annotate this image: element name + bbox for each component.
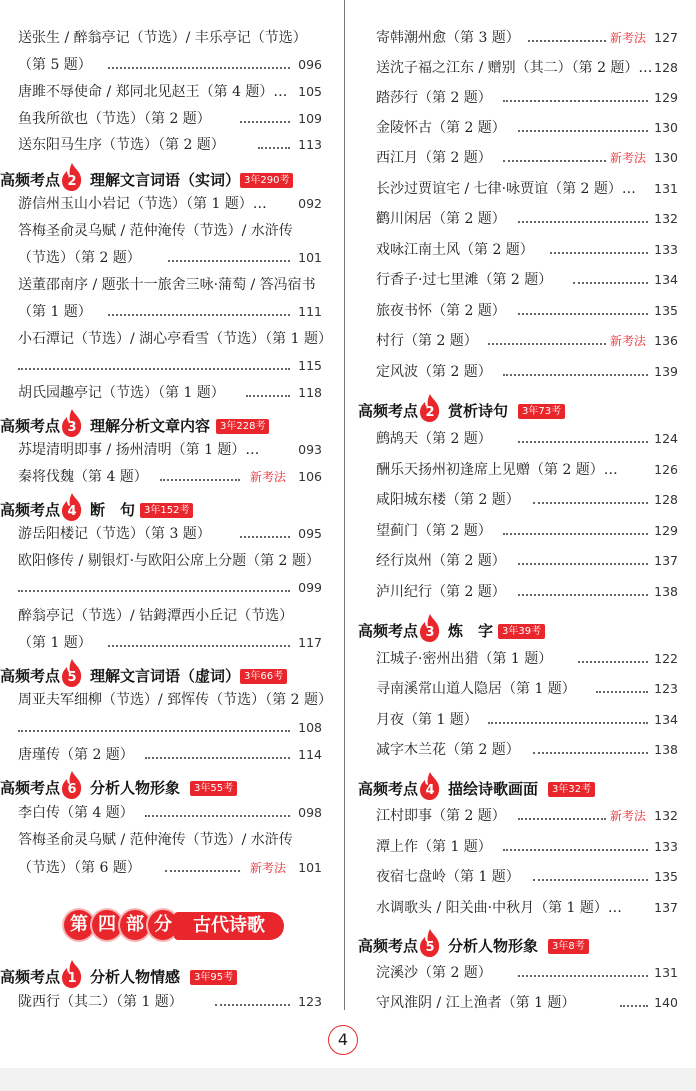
part-char: 分 <box>148 910 178 940</box>
section-header <box>358 396 688 426</box>
entry-title: 答梅圣俞灵乌赋 / 范仲淹传（节选）/ 水浒传 <box>18 223 293 239</box>
section-prefix: 高频考点 <box>0 968 61 986</box>
entry-title: 长沙过贾谊宅 / 七律·咏贾谊（第 2 题）… <box>376 181 636 197</box>
page-ref: 118 <box>298 385 322 400</box>
toc-entry[interactable] <box>0 801 332 825</box>
section-number: 5 <box>67 670 77 685</box>
toc-entry[interactable] <box>358 677 688 701</box>
entry-title: 水调歌头 / 阳关曲·中秋月（第 1 题）… <box>376 900 622 916</box>
dot-leader <box>620 1005 648 1007</box>
dot-leader <box>533 752 648 754</box>
page-ref: 128 <box>654 60 678 75</box>
section-header <box>358 774 688 804</box>
toc-entry[interactable] <box>358 647 688 671</box>
toc-entry[interactable] <box>358 991 688 1015</box>
toc-entry[interactable] <box>358 835 688 859</box>
section-number: 3 <box>67 420 77 435</box>
entry-title: 小石潭记（节选）/ 湖心亭看雪（节选）（第 1 题） <box>18 331 332 347</box>
entry-title: 答梅圣俞灵乌赋 / 范仲淹传（节选）/ 水浒传 <box>18 832 293 848</box>
section-header <box>0 773 332 803</box>
toc-entry[interactable] <box>0 381 332 405</box>
section-header <box>358 931 688 961</box>
toc-entry[interactable] <box>0 219 332 243</box>
toc-entry[interactable] <box>358 865 688 889</box>
entry-title: 夜宿七盘岭（第 1 题） <box>376 869 520 885</box>
section-title: 分析人物情感 <box>90 968 181 986</box>
page-ref: 132 <box>654 808 678 823</box>
page-ref: 095 <box>298 526 322 541</box>
dot-leader <box>533 879 648 881</box>
entry-title: 咸阳城东楼（第 2 题） <box>376 492 520 508</box>
toc-entry[interactable] <box>358 708 688 732</box>
dot-leader <box>518 221 648 223</box>
page-ref: 093 <box>298 442 322 457</box>
entry-title: 鱼我所欲也（节选）（第 2 题） <box>18 111 211 127</box>
toc-entry[interactable] <box>0 133 332 157</box>
entry-title: 送张生 / 醉翁亭记（节选）/ 丰乐亭记（节选） <box>18 30 307 46</box>
dot-leader <box>108 645 290 647</box>
entry-title: 李白传（第 4 题） <box>18 805 134 821</box>
dot-leader <box>168 260 290 262</box>
dot-leader <box>145 757 290 759</box>
entry-title: 定风波（第 2 题） <box>376 364 492 380</box>
dot-leader <box>518 441 648 443</box>
section-title: 理解分析文章内容 <box>90 417 211 435</box>
section-title: 描绘诗歌画面 <box>448 780 539 798</box>
section-prefix: 高频考点 <box>0 779 61 797</box>
section-title: 赏析诗句 <box>448 402 509 420</box>
entry-title: （第 1 题） <box>18 304 92 320</box>
part-char: 部 <box>120 910 150 940</box>
toc-entry[interactable] <box>358 26 688 50</box>
toc-entry[interactable] <box>358 488 688 512</box>
toc-entry[interactable] <box>358 360 688 384</box>
entry-title: 送东阳马生序（节选）（第 2 题） <box>18 137 225 153</box>
page-ref: 123 <box>654 681 678 696</box>
dot-leader <box>18 730 290 732</box>
dot-leader <box>258 147 290 149</box>
section-prefix: 高频考点 <box>358 402 419 420</box>
dot-leader <box>215 1004 290 1006</box>
toc-entry[interactable] <box>358 238 688 262</box>
toc-entry[interactable] <box>358 961 688 985</box>
dot-leader <box>596 691 648 693</box>
entry-title: 浣溪沙（第 2 题） <box>376 965 492 981</box>
entry-title: 潭上作（第 1 题） <box>376 839 492 855</box>
toc-entry[interactable] <box>0 354 332 378</box>
page-ref: 137 <box>654 553 678 568</box>
section-header <box>0 165 332 195</box>
page-ref: 131 <box>654 181 678 196</box>
dot-leader <box>145 815 290 817</box>
section-header <box>0 495 332 525</box>
toc-entry[interactable] <box>0 828 332 852</box>
dot-leader <box>240 536 290 538</box>
section-prefix: 高频考点 <box>0 171 61 189</box>
dot-leader <box>18 590 290 592</box>
page-ref: 134 <box>654 272 678 287</box>
entry-title: 游岳阳楼记（节选）（第 3 题） <box>18 526 211 542</box>
dot-leader <box>108 314 290 316</box>
entry-title: 游信州玉山小岩记（节选）（第 1 题）… <box>18 196 267 212</box>
part-name: 古代诗歌 <box>174 912 284 940</box>
dot-leader <box>160 479 240 481</box>
entry-title: （节选）（第 6 题） <box>18 860 141 876</box>
toc-entry[interactable] <box>0 576 332 600</box>
section-title: 理解文言词语（虚词） <box>90 667 241 685</box>
entry-title: 寻南溪常山道人隐居（第 1 题） <box>376 681 576 697</box>
entry-title: 鹳川闲居（第 2 题） <box>376 211 506 227</box>
section-title: 分析人物形象 <box>90 779 181 797</box>
page-ref: 129 <box>654 90 678 105</box>
section-title: 断 句 <box>90 501 136 519</box>
toc-entry[interactable] <box>0 549 332 573</box>
page-ref: 138 <box>654 742 678 757</box>
toc-entry[interactable] <box>0 80 332 104</box>
page-number: 4 <box>328 1025 358 1055</box>
entry-title: 酬乐天扬州初逢席上见赠（第 2 题）… <box>376 462 618 478</box>
section-title: 分析人物形象 <box>448 937 539 955</box>
toc-entry[interactable] <box>0 688 332 712</box>
toc-entry[interactable] <box>358 268 688 292</box>
page-ref: 117 <box>298 635 322 650</box>
toc-entry[interactable] <box>358 329 688 353</box>
count-badge: 3年55考 <box>190 781 237 796</box>
page-ref: 115 <box>298 358 322 373</box>
entry-title: 陇西行（其二）（第 1 题） <box>18 994 183 1010</box>
page-ref: 127 <box>654 30 678 45</box>
page-ref: 123 <box>298 994 322 1009</box>
entry-title: 周亚夫军细柳（节选）/ 郅恽传（节选）（第 2 题） <box>18 692 332 708</box>
page-ref: 129 <box>654 523 678 538</box>
count-badge: 3年290考 <box>240 173 293 188</box>
dot-leader <box>503 533 648 535</box>
page-ref: 105 <box>298 84 322 99</box>
section-prefix: 高频考点 <box>358 937 419 955</box>
page-ref: 099 <box>298 580 322 595</box>
count-badge: 3年73考 <box>518 404 565 419</box>
toc-entry[interactable] <box>358 896 688 920</box>
entry-title: 鹧鸪天（第 2 题） <box>376 431 492 447</box>
section-header <box>0 661 332 691</box>
toc-entry[interactable] <box>0 327 332 351</box>
entry-title: 送董邵南序 / 题张十一旅舍三咏·蒲萄 / 答冯宿书 <box>18 277 316 293</box>
dot-leader <box>518 313 648 315</box>
toc-entry[interactable] <box>358 580 688 604</box>
dot-leader <box>503 374 648 376</box>
part-char: 四 <box>92 910 122 940</box>
dot-leader <box>18 368 290 370</box>
section-prefix: 高频考点 <box>0 501 61 519</box>
count-badge: 3年32考 <box>548 782 595 797</box>
dot-leader <box>533 502 648 504</box>
toc-entry[interactable] <box>358 116 688 140</box>
entry-title: 旅夜书怀（第 2 题） <box>376 303 506 319</box>
toc-entry[interactable] <box>358 458 688 482</box>
page-ref: 092 <box>298 196 322 211</box>
entry-title: 村行（第 2 题） <box>376 333 478 349</box>
entry-title: （节选）（第 2 题） <box>18 250 141 266</box>
page-ref: 140 <box>654 995 678 1010</box>
dot-leader <box>578 661 648 663</box>
section-number: 2 <box>425 405 435 420</box>
toc-entry[interactable] <box>358 549 688 573</box>
entry-title: 醉翁亭记（节选）/ 钴鉧潭西小丘记（节选） <box>18 608 294 624</box>
page-ref: 122 <box>654 651 678 666</box>
dot-leader <box>488 722 648 724</box>
entry-title: 江村即事（第 2 题） <box>376 808 506 824</box>
page-ref: 136 <box>654 333 678 348</box>
entry-title: 经行岚州（第 2 题） <box>376 553 506 569</box>
part-char: 第 <box>64 910 94 940</box>
toc-entry[interactable] <box>358 86 688 110</box>
section-number: 3 <box>425 625 435 640</box>
entry-title: 行香子·过七里滩（第 2 题） <box>376 272 553 288</box>
new-method-tag: 新考法 <box>609 31 646 45</box>
dot-leader <box>503 849 648 851</box>
new-method-tag: 新考法 <box>609 151 646 165</box>
page-ref: 135 <box>654 303 678 318</box>
section-number: 4 <box>425 783 435 798</box>
toc-entry[interactable] <box>0 743 332 767</box>
page-ref: 111 <box>298 304 322 319</box>
section-number: 5 <box>425 940 435 955</box>
section-prefix: 高频考点 <box>358 622 419 640</box>
page-ref: 133 <box>654 839 678 854</box>
toc-entry[interactable] <box>0 26 332 50</box>
entry-title: 月夜（第 1 题） <box>376 712 478 728</box>
toc-entry[interactable] <box>0 631 332 655</box>
toc-entry[interactable] <box>358 804 688 828</box>
page-ref: 098 <box>298 805 322 820</box>
section-number: 4 <box>67 504 77 519</box>
section-prefix: 高频考点 <box>0 667 61 685</box>
toc-entry[interactable] <box>358 146 688 170</box>
entry-title: 苏堤清明即事 / 扬州清明（第 1 题）… <box>18 442 260 458</box>
section-number: 2 <box>67 174 77 189</box>
toc-entry[interactable] <box>0 246 332 270</box>
page-ref: 108 <box>298 720 322 735</box>
dot-leader <box>488 343 606 345</box>
page-ref: 109 <box>298 111 322 126</box>
entry-title: 踏莎行（第 2 题） <box>376 90 492 106</box>
dot-leader <box>165 870 240 872</box>
page-ref: 101 <box>298 860 322 875</box>
page-ref: 130 <box>654 120 678 135</box>
page-ref: 135 <box>654 869 678 884</box>
section-header <box>358 616 688 646</box>
part-title <box>62 908 284 948</box>
toc-entry[interactable] <box>0 107 332 131</box>
entry-title: 戏咏江南土风（第 2 题） <box>376 242 534 258</box>
toc-entry[interactable] <box>0 438 332 462</box>
entry-title: 寄韩潮州愈（第 3 题） <box>376 30 520 46</box>
count-badge: 3年8考 <box>548 939 589 954</box>
entry-title: 秦将伐魏（第 4 题） <box>18 469 148 485</box>
page-ref: 126 <box>654 462 678 477</box>
dot-leader <box>240 121 290 123</box>
dot-leader <box>503 100 648 102</box>
toc-entry[interactable] <box>0 716 332 740</box>
count-badge: 3年228考 <box>216 419 269 434</box>
section-title: 理解文言词语（实词） <box>90 171 241 189</box>
entry-title: （第 5 题） <box>18 57 92 73</box>
section-header <box>0 411 332 441</box>
dot-leader <box>518 594 648 596</box>
page-ref: 130 <box>654 150 678 165</box>
new-method-tag: 新考法 <box>609 334 646 348</box>
section-prefix: 高频考点 <box>0 417 61 435</box>
count-badge: 3年152考 <box>140 503 193 518</box>
page-ref: 106 <box>298 469 322 484</box>
count-badge: 3年95考 <box>190 970 237 985</box>
toc-entry[interactable] <box>0 522 332 546</box>
new-method-tag: 新考法 <box>249 470 286 484</box>
page-ref: 137 <box>654 900 678 915</box>
dot-leader <box>108 67 290 69</box>
entry-title: 唐瑾传（第 2 题） <box>18 747 134 763</box>
new-method-tag: 新考法 <box>609 809 646 823</box>
page-ref: 096 <box>298 57 322 72</box>
toc-entry[interactable] <box>358 519 688 543</box>
toc-entry[interactable] <box>0 300 332 324</box>
dot-leader <box>550 252 648 254</box>
section-header <box>0 962 332 992</box>
toc-entry[interactable] <box>0 273 332 297</box>
toc-entry[interactable] <box>358 738 688 762</box>
dot-leader <box>573 282 648 284</box>
page-ref: 138 <box>654 584 678 599</box>
toc-entry[interactable] <box>0 856 332 880</box>
new-method-tag: 新考法 <box>249 861 286 875</box>
section-prefix: 高频考点 <box>358 780 419 798</box>
entry-title: 望蓟门（第 2 题） <box>376 523 492 539</box>
entry-title: 欧阳修传 / 剔银灯·与欧阳公席上分题（第 2 题） <box>18 553 320 569</box>
dot-leader <box>518 818 606 820</box>
dot-leader <box>518 563 648 565</box>
toc-entry[interactable] <box>358 207 688 231</box>
dot-leader <box>528 40 606 42</box>
entry-title: 唐雎不辱使命 / 郑同北见赵王（第 4 题）… <box>18 84 288 100</box>
entry-title: 金陵怀古（第 2 题） <box>376 120 506 136</box>
page-ref: 132 <box>654 211 678 226</box>
page-ref: 134 <box>654 712 678 727</box>
section-number: 6 <box>67 782 77 797</box>
dot-leader <box>503 160 606 162</box>
toc-entry[interactable] <box>358 177 688 201</box>
toc-entry[interactable] <box>0 192 332 216</box>
toc-entry[interactable] <box>358 56 688 80</box>
entry-title: 泸川纪行（第 2 题） <box>376 584 506 600</box>
toc-entry[interactable] <box>0 53 332 77</box>
entry-title: 胡氏园趣亭记（节选）（第 1 题） <box>18 385 225 401</box>
page-ref: 133 <box>654 242 678 257</box>
toc-entry[interactable] <box>358 299 688 323</box>
count-badge: 3年39考 <box>498 624 545 639</box>
page-ref: 113 <box>298 137 322 152</box>
page-ref: 128 <box>654 492 678 507</box>
entry-title: 减字木兰花（第 2 题） <box>376 742 520 758</box>
page-ref: 114 <box>298 747 322 762</box>
count-badge: 3年66考 <box>240 669 287 684</box>
entry-title: 西江月（第 2 题） <box>376 150 492 166</box>
dot-leader <box>246 395 290 397</box>
dot-leader <box>518 130 648 132</box>
toc-entry[interactable] <box>0 604 332 628</box>
page-ref: 139 <box>654 364 678 379</box>
page-ref: 131 <box>654 965 678 980</box>
page-ref: 101 <box>298 250 322 265</box>
entry-title: 守风淮阴 / 江上渔者（第 1 题） <box>376 995 576 1011</box>
toc-entry[interactable] <box>0 465 332 489</box>
entry-title: 江城子·密州出猎（第 1 题） <box>376 651 553 667</box>
section-number: 1 <box>67 971 77 986</box>
section-title: 炼 字 <box>448 622 494 640</box>
column-divider <box>344 0 345 1010</box>
toc-entry[interactable] <box>0 990 332 1014</box>
toc-entry[interactable] <box>358 427 688 451</box>
dot-leader <box>518 975 648 977</box>
entry-title: 送沈子福之江东 / 赠别（其二）（第 2 题）… <box>376 60 653 76</box>
page-ref: 124 <box>654 431 678 446</box>
bottom-margin <box>0 1068 696 1091</box>
entry-title: （第 1 题） <box>18 635 92 651</box>
